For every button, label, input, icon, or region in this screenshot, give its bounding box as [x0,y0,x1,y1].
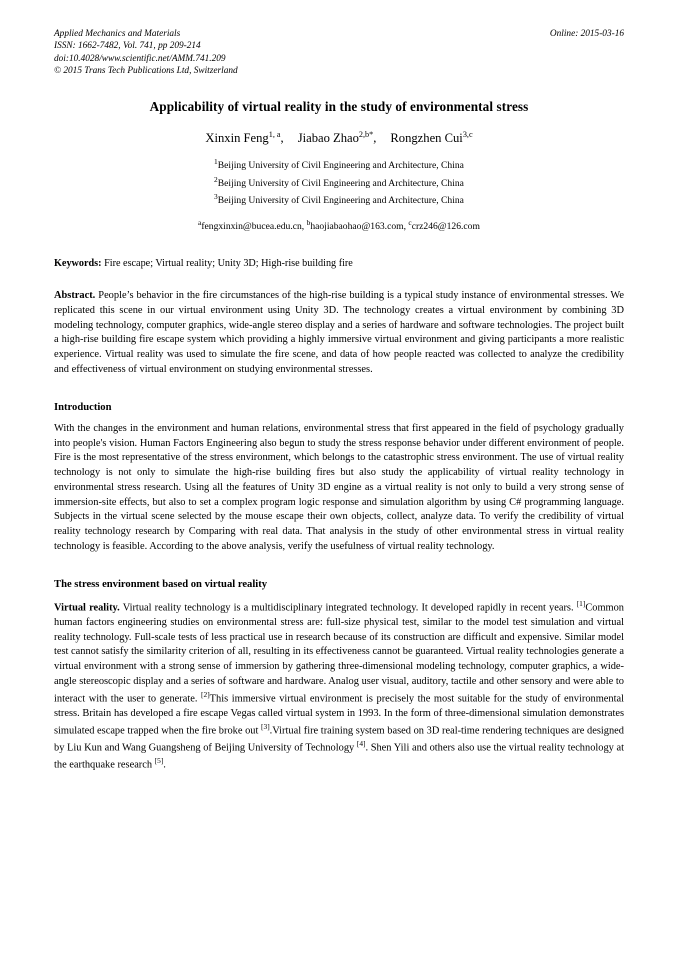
author-affil-marker: 1, a [268,130,281,140]
journal-info [54,28,238,77]
email-text: haojiabaohao@163.com, [310,221,409,233]
affiliation-marker: 2 [214,174,218,184]
introduction-paragraph: With the changes in the environment and human relations, environmental stress that first appeared in the field of psychology gradually into people's vision. Human Factors Engineering also begun to study the stress response behavior under different environment of people. Fire is the most representative of the stress environment, which belongs to the catastrophic stress environment. The use of virtual reality technology is not only to simulate the high-rise building fires but also study the applicability of virtual reality technology in environmental stress research. Using all the features of Unity 3D engine as a virtual reality is not only to build a very strong sense of immersion-site effects, but also to set a complex program logic response and simulation algorithm by using C# programming language. Subjects in the virtual scene selected by the mouse escape their own objects, collect, analyze data. To verify the credibility of virtual reality technology research by Comparing with real data. That analysis in the study of other environmental stress in virtual reality technology is feasible. According to the above analysis, verify the usefulness of virtual reality technology. [54,422,624,552]
affiliation-item [54,191,624,209]
author-name: Rongzhen Cui [390,131,463,146]
citation-ref: [3] [261,721,270,731]
affiliations [54,156,624,209]
paragraph-text: . [163,759,166,771]
paragraph-text: Common human factors engineering studies on environmental stress are: full-size physical test, similar to the model test simulation and virtual reality technology. Full-scale tests of less practical use in research because of its construction are difficult and expensive. Similar model test cannot satisfy the similarity criterion of all, resulting in its effectiveness cannot be guaranteed. Virtual reality technologies generate a virtual environment with a strong sense of immersion by gathering three-dimensional modeling technology, computer graphics, a wide-angle stereoscopic display and a series of software and hardware. Analog user visual, auditory, tactile and other sensory and were able to interact with the user to generate. [54,602,624,705]
affiliation-text: Beijing University of Civil Engineering and Architecture, China [217,178,464,190]
keywords-label: Keywords: [54,258,102,270]
abstract-paragraph [54,289,624,378]
affiliation-item [54,156,624,174]
citation-ref: [2] [201,689,210,699]
virtual-reality-paragraph [54,599,624,774]
abstract-label: Abstract. [54,290,96,302]
author-affil-marker: 2,b* [358,130,374,140]
author-separator: , [280,131,284,146]
online-date: Online: 2015-03-16 [549,29,624,39]
paragraph-text: . Shen Yili and others also use the virtual reality technology at the earthquake research [54,742,624,771]
keywords-text: Fire escape; Virtual reality; Unity 3D; High-rise building fire [101,258,353,270]
keywords-line [54,258,624,269]
affiliation-text: Beijing University of Civil Engineering and Architecture, China [217,195,464,207]
paragraph-lead: Virtual reality. [54,602,120,614]
citation-ref: [5] [154,756,164,766]
abstract-text: People’s behavior in the fire circumstances of the high-rise building is a typical study instance of environmental stresses. We replicated this scene in our virtual environment using Unity 3D. The technology creates a virtual environment by combining 3D modeling technology, computer graphics, wide-angle stereo display and a series of hardware and software technologies. The project built a high-rise building fire escape system which providing a highly immersive virtual environment and giving participants a more realistic experience. Virtual reality was used to simulate the fire scene, and data of how people reacted was collected to analyze the credibility and effectiveness of virtual environment on studying environmental stresses. [54,290,624,375]
page-title: Applicability of virtual reality in the study of environmental stress [149,99,529,115]
email-marker: b [306,217,311,227]
author-emails [54,218,624,232]
author-separator: , [373,131,377,146]
author-name: Jiabao Zhao [297,131,359,146]
affiliation-item [54,174,624,192]
affiliation-marker: 3 [214,192,218,202]
citation-ref: [4] [356,738,366,748]
paragraph-text: This immersive virtual environment is precisely the most suitable for the study of environmental stress. Britain has developed a fire escape Vegas called virtual system in 1993. In the form of three-dimensional simulation demonstrates simulated escape trapped when the fire broke out [54,693,624,737]
paragraph-text: Virtual reality technology is a multidisciplinary integrated technology. It developed rapidly in recent years. [119,602,577,614]
author-affil-marker: 3,c [462,130,473,140]
journal-issn: ISSN: 1662-7482, Vol. 741, pp 209-214 [54,41,201,52]
email-marker: a [198,217,202,227]
author-name: Xinxin Feng [205,131,269,146]
email-text: fengxinxin@bucea.edu.cn, [201,221,307,233]
author-list [54,130,624,146]
journal-name: Applied Mechanics and Materials [54,29,181,39]
section-heading-stress-environment: The stress environment based on virtual reality [54,578,268,590]
affiliation-marker: 1 [214,157,218,167]
page-header [54,28,624,77]
email-text: crz246@126.com [411,221,480,233]
citation-ref: [1] [576,598,586,608]
section-heading-introduction: Introduction [54,401,112,413]
journal-copyright: © 2015 Trans Tech Publications Ltd, Switzerland [54,65,238,76]
affiliation-text: Beijing University of Civil Engineering and Architecture, China [217,160,464,172]
email-marker: c [408,217,412,227]
paragraph-text: .Virtual fire training system based on 3D real-time rendering techniques are designed by Liu Kun and Wang Guangsheng of Beijing University of Technology [54,725,624,754]
journal-doi: doi:10.4028/www.scientific.net/AMM.741.209 [54,53,226,64]
